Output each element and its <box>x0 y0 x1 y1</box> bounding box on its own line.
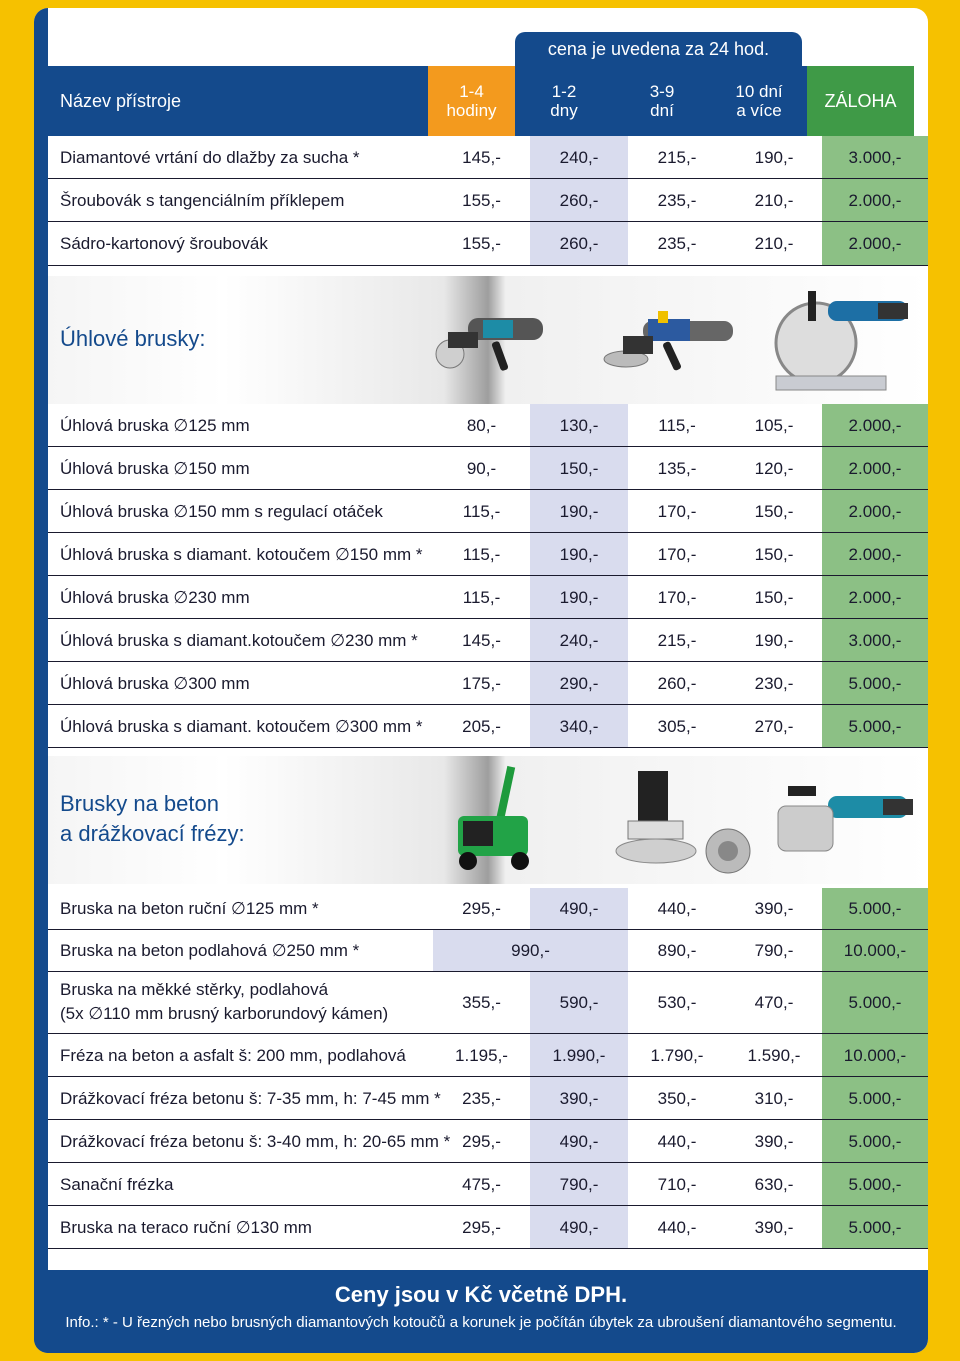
price-cell: 295,- <box>462 1218 501 1237</box>
price-cell: 170,- <box>657 502 697 521</box>
header-col4-line1: 10 dní <box>735 82 783 101</box>
section-angle-grinders-title: Úhlové brusky: <box>60 326 206 351</box>
header-col1-line2: hodiny <box>446 101 497 120</box>
header-col2 <box>515 66 613 136</box>
price-cell: 210,- <box>754 234 794 253</box>
price-cell: 790,- <box>530 1163 628 1206</box>
table-row <box>48 1120 928 1163</box>
header-col4 <box>711 66 807 136</box>
price-cell: 290,- <box>530 662 628 705</box>
header-col2-line2: dny <box>550 101 578 120</box>
price-cell-merged: 990,- <box>433 930 628 972</box>
price-cell: 150,- <box>754 545 794 564</box>
price-cell: 190,- <box>754 148 794 167</box>
deposit-cell: 3.000,- <box>822 136 928 179</box>
price-cell: 1.990,- <box>530 1034 628 1077</box>
table-row <box>48 1077 928 1120</box>
item-name: Diamantové vrtání do dlažby za sucha * <box>60 148 360 167</box>
price-cell: 105,- <box>754 416 794 435</box>
item-name: Úhlová bruska ∅150 mm <box>60 459 250 478</box>
item-name: Úhlová bruska ∅150 mm s regulací otáček <box>60 502 383 521</box>
item-name: Sanační frézka <box>60 1175 174 1194</box>
item-name: Bruska na beton ruční ∅125 mm * <box>60 899 319 918</box>
deposit-cell: 2.000,- <box>822 404 928 447</box>
section-angle-grinders <box>48 276 928 404</box>
cut-off-saw-image <box>768 281 918 399</box>
table-row <box>48 705 928 748</box>
deposit-cell: 10.000,- <box>822 1034 928 1077</box>
price-cell: 710,- <box>657 1175 697 1194</box>
deposit-cell: 2.000,- <box>822 576 928 619</box>
price-cell: 235,- <box>462 1089 501 1108</box>
footer <box>34 1270 928 1353</box>
price-cell: 295,- <box>462 1132 501 1151</box>
item-name: Úhlová bruska s diamant.kotoučem ∅230 mm * <box>60 631 418 650</box>
price-cell: 170,- <box>657 588 697 607</box>
price-cell: 260,- <box>530 179 628 222</box>
price-cell: 155,- <box>462 234 501 253</box>
deposit-cell: 2.000,- <box>822 222 928 266</box>
price-cell: 440,- <box>657 899 697 918</box>
angle-grinder-image-1 <box>428 296 558 386</box>
item-name: Úhlová bruska ∅300 mm <box>60 674 250 693</box>
price-cell: 90,- <box>466 459 497 478</box>
header-col3-line1: 3-9 <box>649 82 675 101</box>
price-cell: 135,- <box>657 459 697 478</box>
header-col5 <box>807 66 914 136</box>
section-concrete-grinders <box>48 756 928 884</box>
price-cell: 590,- <box>530 972 628 1034</box>
price-cell: 475,- <box>462 1175 501 1194</box>
price-cell: 790,- <box>754 941 794 960</box>
angle-grinder-image-2 <box>598 291 748 386</box>
table-row <box>48 972 928 1034</box>
price-cell: 150,- <box>754 588 794 607</box>
price-cell: 530,- <box>657 993 697 1012</box>
row-divider <box>48 747 928 748</box>
price-cell: 440,- <box>657 1218 697 1237</box>
price-cell: 155,- <box>462 191 501 210</box>
price-cell: 240,- <box>530 619 628 662</box>
item-name: (5x ∅110 mm brusný karborundový kámen) <box>60 1004 389 1023</box>
row-divider <box>48 265 928 266</box>
price-cell: 630,- <box>754 1175 794 1194</box>
price-cell: 350,- <box>657 1089 697 1108</box>
table-row <box>48 447 928 490</box>
deposit-cell: 5.000,- <box>822 705 928 748</box>
price-cell: 340,- <box>530 705 628 748</box>
table-row <box>48 404 928 447</box>
price-cell: 175,- <box>462 674 501 693</box>
deposit-cell: 2.000,- <box>822 447 928 490</box>
table-row <box>48 1034 928 1077</box>
item-name: Fréza na beton a asfalt š: 200 mm, podlahová <box>60 1046 406 1065</box>
price-cell: 205,- <box>462 717 501 736</box>
price-panel <box>34 8 928 1353</box>
header-col4-line2: a více <box>736 101 782 120</box>
deposit-cell: 5.000,- <box>822 1163 928 1206</box>
price-cell: 115,- <box>462 545 501 564</box>
left-accent-bar <box>34 8 48 1353</box>
item-name: Bruska na měkké stěrky, podlahová <box>60 980 329 999</box>
table-row <box>48 1206 928 1249</box>
price-cell: 890,- <box>657 941 697 960</box>
item-name: Šroubovák s tangenciálním příklepem <box>60 191 345 210</box>
header-period-note <box>515 32 802 66</box>
price-cell: 1.790,- <box>650 1046 704 1065</box>
price-cell: 490,- <box>530 1206 628 1249</box>
table-row <box>48 533 928 576</box>
item-name: Úhlová bruska s diamant. kotoučem ∅150 mm * <box>60 545 423 564</box>
table-row <box>48 576 928 619</box>
header-name-label: Název přístroje <box>60 90 182 111</box>
price-cell: 240,- <box>530 136 628 179</box>
price-cell: 1.195,- <box>455 1046 508 1065</box>
price-cell: 260,- <box>530 222 628 266</box>
table-row <box>48 1163 928 1206</box>
price-cell: 270,- <box>754 717 794 736</box>
header-name-cell <box>48 66 428 136</box>
section-concrete-grinders-title-1: Brusky na beton <box>60 791 219 816</box>
price-cell: 190,- <box>530 490 628 533</box>
table-row <box>48 930 928 972</box>
price-cell: 170,- <box>657 545 697 564</box>
header-col3-line2: dní <box>650 101 674 120</box>
item-name: Bruska na teraco ruční ∅130 mm <box>60 1218 312 1237</box>
item-name: Úhlová bruska ∅125 mm <box>60 416 250 435</box>
deposit-cell: 2.000,- <box>822 490 928 533</box>
deposit-cell: 5.000,- <box>822 1077 928 1120</box>
price-cell: 305,- <box>657 717 697 736</box>
price-cell: 215,- <box>657 631 697 650</box>
row-divider <box>48 1248 928 1249</box>
price-cell: 10.000,- <box>822 930 928 972</box>
price-cell: 310,- <box>754 1089 794 1108</box>
price-cell: 80,- <box>466 416 497 435</box>
table-row <box>48 490 928 533</box>
deposit-cell: 2.000,- <box>822 179 928 222</box>
footer-vat-note: Ceny jsou v Kč včetně DPH. <box>334 1282 628 1307</box>
price-cell: 150,- <box>530 447 628 490</box>
price-cell: 390,- <box>754 1132 794 1151</box>
wall-chaser-image <box>768 781 918 871</box>
item-name: Sádro-kartonový šroubovák <box>60 234 268 253</box>
price-cell: 295,- <box>462 899 501 918</box>
wall-grinder-image <box>608 766 758 876</box>
price-cell: 145,- <box>462 631 501 650</box>
price-cell: 260,- <box>657 674 697 693</box>
price-cell: 145,- <box>462 148 501 167</box>
price-cell: 390,- <box>754 1218 794 1237</box>
deposit-cell: 5.000,- <box>822 1206 928 1249</box>
header-col1 <box>428 66 515 136</box>
item-name: Drážkovací fréza betonu š: 7-35 mm, h: 7-45 mm * <box>60 1089 441 1108</box>
table-row <box>48 888 928 930</box>
table-row <box>48 136 928 179</box>
price-cell: 215,- <box>657 148 697 167</box>
deposit-cell: 2.000,- <box>822 533 928 576</box>
price-cell: 390,- <box>754 899 794 918</box>
header-col3 <box>613 66 711 136</box>
price-cell: 235,- <box>657 191 697 210</box>
price-cell: 235,- <box>657 234 697 253</box>
item-name: Úhlová bruska ∅230 mm <box>60 588 250 607</box>
price-cell: 150,- <box>754 502 794 521</box>
price-cell: 190,- <box>530 533 628 576</box>
price-cell: 440,- <box>657 1132 697 1151</box>
price-cell: 190,- <box>530 576 628 619</box>
price-cell: 1.590,- <box>747 1046 801 1065</box>
deposit-cell: 5.000,- <box>822 888 928 930</box>
price-cell: 390,- <box>530 1077 628 1120</box>
header-col2-line1: 1-2 <box>551 82 577 101</box>
item-name: Drážkovací fréza betonu š: 3-40 mm, h: 20-65 mm * <box>60 1132 451 1151</box>
price-cell: 115,- <box>658 416 696 435</box>
table-row <box>48 619 928 662</box>
price-cell: 490,- <box>530 888 628 930</box>
floor-grinder-image <box>428 761 558 879</box>
price-cell: 470,- <box>754 993 794 1012</box>
deposit-cell: 5.000,- <box>822 972 928 1034</box>
table-row <box>48 662 928 705</box>
price-cell: 115,- <box>462 588 501 607</box>
price-cell: 120,- <box>754 459 794 478</box>
section-concrete-grinders-title-2: a drážkovací frézy: <box>60 821 245 846</box>
deposit-cell: 5.000,- <box>822 1120 928 1163</box>
header-col5-label: ZÁLOHA <box>824 90 897 111</box>
footer-info-note: Info.: * - U řezných nebo brusných diamantových kotoučů a korunek je počítán úbytek za ubroušení diamantového segmentu. <box>65 1314 897 1331</box>
period-note-text: cena je uvedena za 24 hod. <box>547 38 770 59</box>
price-cell: 490,- <box>530 1120 628 1163</box>
item-name: Bruska na beton podlahová ∅250 mm * <box>60 941 360 960</box>
deposit-cell: 3.000,- <box>822 619 928 662</box>
price-cell: 115,- <box>462 502 501 521</box>
table-row <box>48 179 928 222</box>
price-cell: 130,- <box>530 404 628 447</box>
price-cell: 190,- <box>754 631 794 650</box>
price-cell: 355,- <box>462 993 501 1012</box>
item-name: Úhlová bruska s diamant. kotoučem ∅300 mm * <box>60 717 423 736</box>
price-cell: 210,- <box>754 191 794 210</box>
header-col1-line1: 1-4 <box>459 82 484 101</box>
table-row <box>48 222 928 266</box>
price-cell: 230,- <box>754 674 794 693</box>
deposit-cell: 5.000,- <box>822 662 928 705</box>
